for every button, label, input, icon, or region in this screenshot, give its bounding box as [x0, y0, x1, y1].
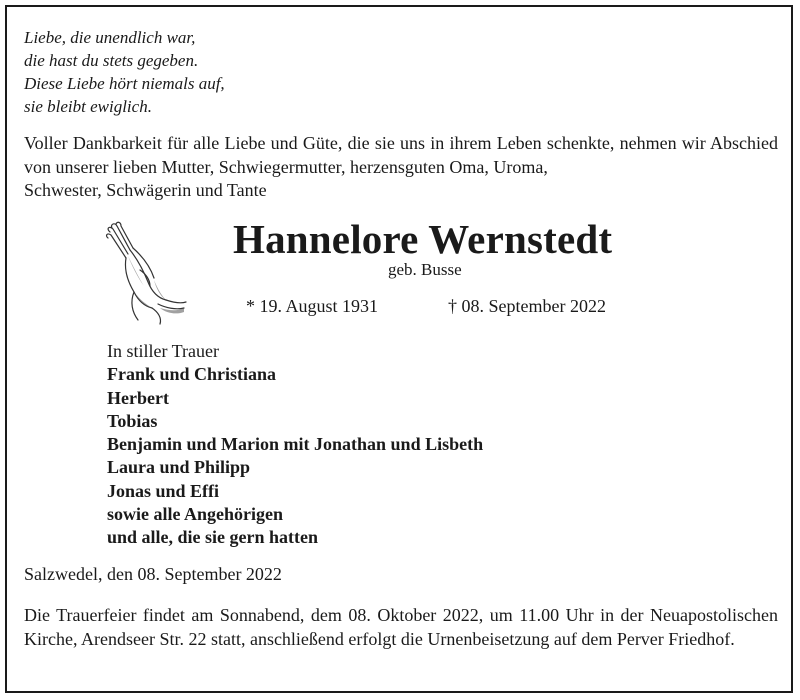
poem-line: Diese Liebe hört niemals auf, [24, 74, 225, 93]
intro-last-line: Schwester, Schwägerin und Tante [24, 180, 267, 200]
deceased-name: Hannelore Wernstedt [233, 216, 613, 262]
death-date: † 08. September 2022 [448, 296, 606, 316]
intro-text [24, 132, 778, 203]
place-date: Salzwedel, den 08. September 2022 [24, 564, 282, 584]
poem-line: die hast du stets gegeben. [24, 51, 199, 70]
mourner-name: Jonas und Effi [107, 480, 220, 501]
poem-line: Liebe, die unendlich war, [24, 28, 196, 47]
poem-line: sie bleibt ewiglich. [24, 97, 152, 116]
mourners-heading: In stiller Trauer [107, 341, 219, 361]
poem [24, 26, 225, 118]
mourner-name: Laura und Philipp [107, 457, 251, 478]
praying-hands-icon [100, 220, 188, 326]
intro-paragraph: Voller Dankbarkeit für alle Liebe und Güte, die sie uns in ihrem Leben schenkte, nehmen wir Abschied von unserer lieben Mutter, Schwiegermutter, herzensguten Oma, Uroma, [24, 133, 778, 177]
mourner-name: Tobias [107, 410, 158, 431]
mourner-name: Benjamin und Marion mit Jonathan und Lisbeth [107, 434, 484, 455]
mourner-name: Herbert [107, 387, 169, 408]
mourner-name: und alle, die sie gern hatten [107, 527, 319, 548]
mourner-name: sowie alle Angehörigen [107, 504, 283, 525]
birth-date: * 19. August 1931 [246, 296, 379, 316]
funeral-info: Die Trauerfeier findet am Sonnabend, dem 08. Oktober 2022, um 11.00 Uhr in der Neuapostolischen Kirche, Arendseer Str. 22 statt, anschließend erfolgt die Urnenbeisetzung auf dem Perver Friedhof. [24, 605, 778, 649]
mourner-name: Frank und Christiana [107, 364, 277, 385]
mourners-list [107, 340, 483, 550]
birth-name: geb. Busse [388, 260, 462, 279]
